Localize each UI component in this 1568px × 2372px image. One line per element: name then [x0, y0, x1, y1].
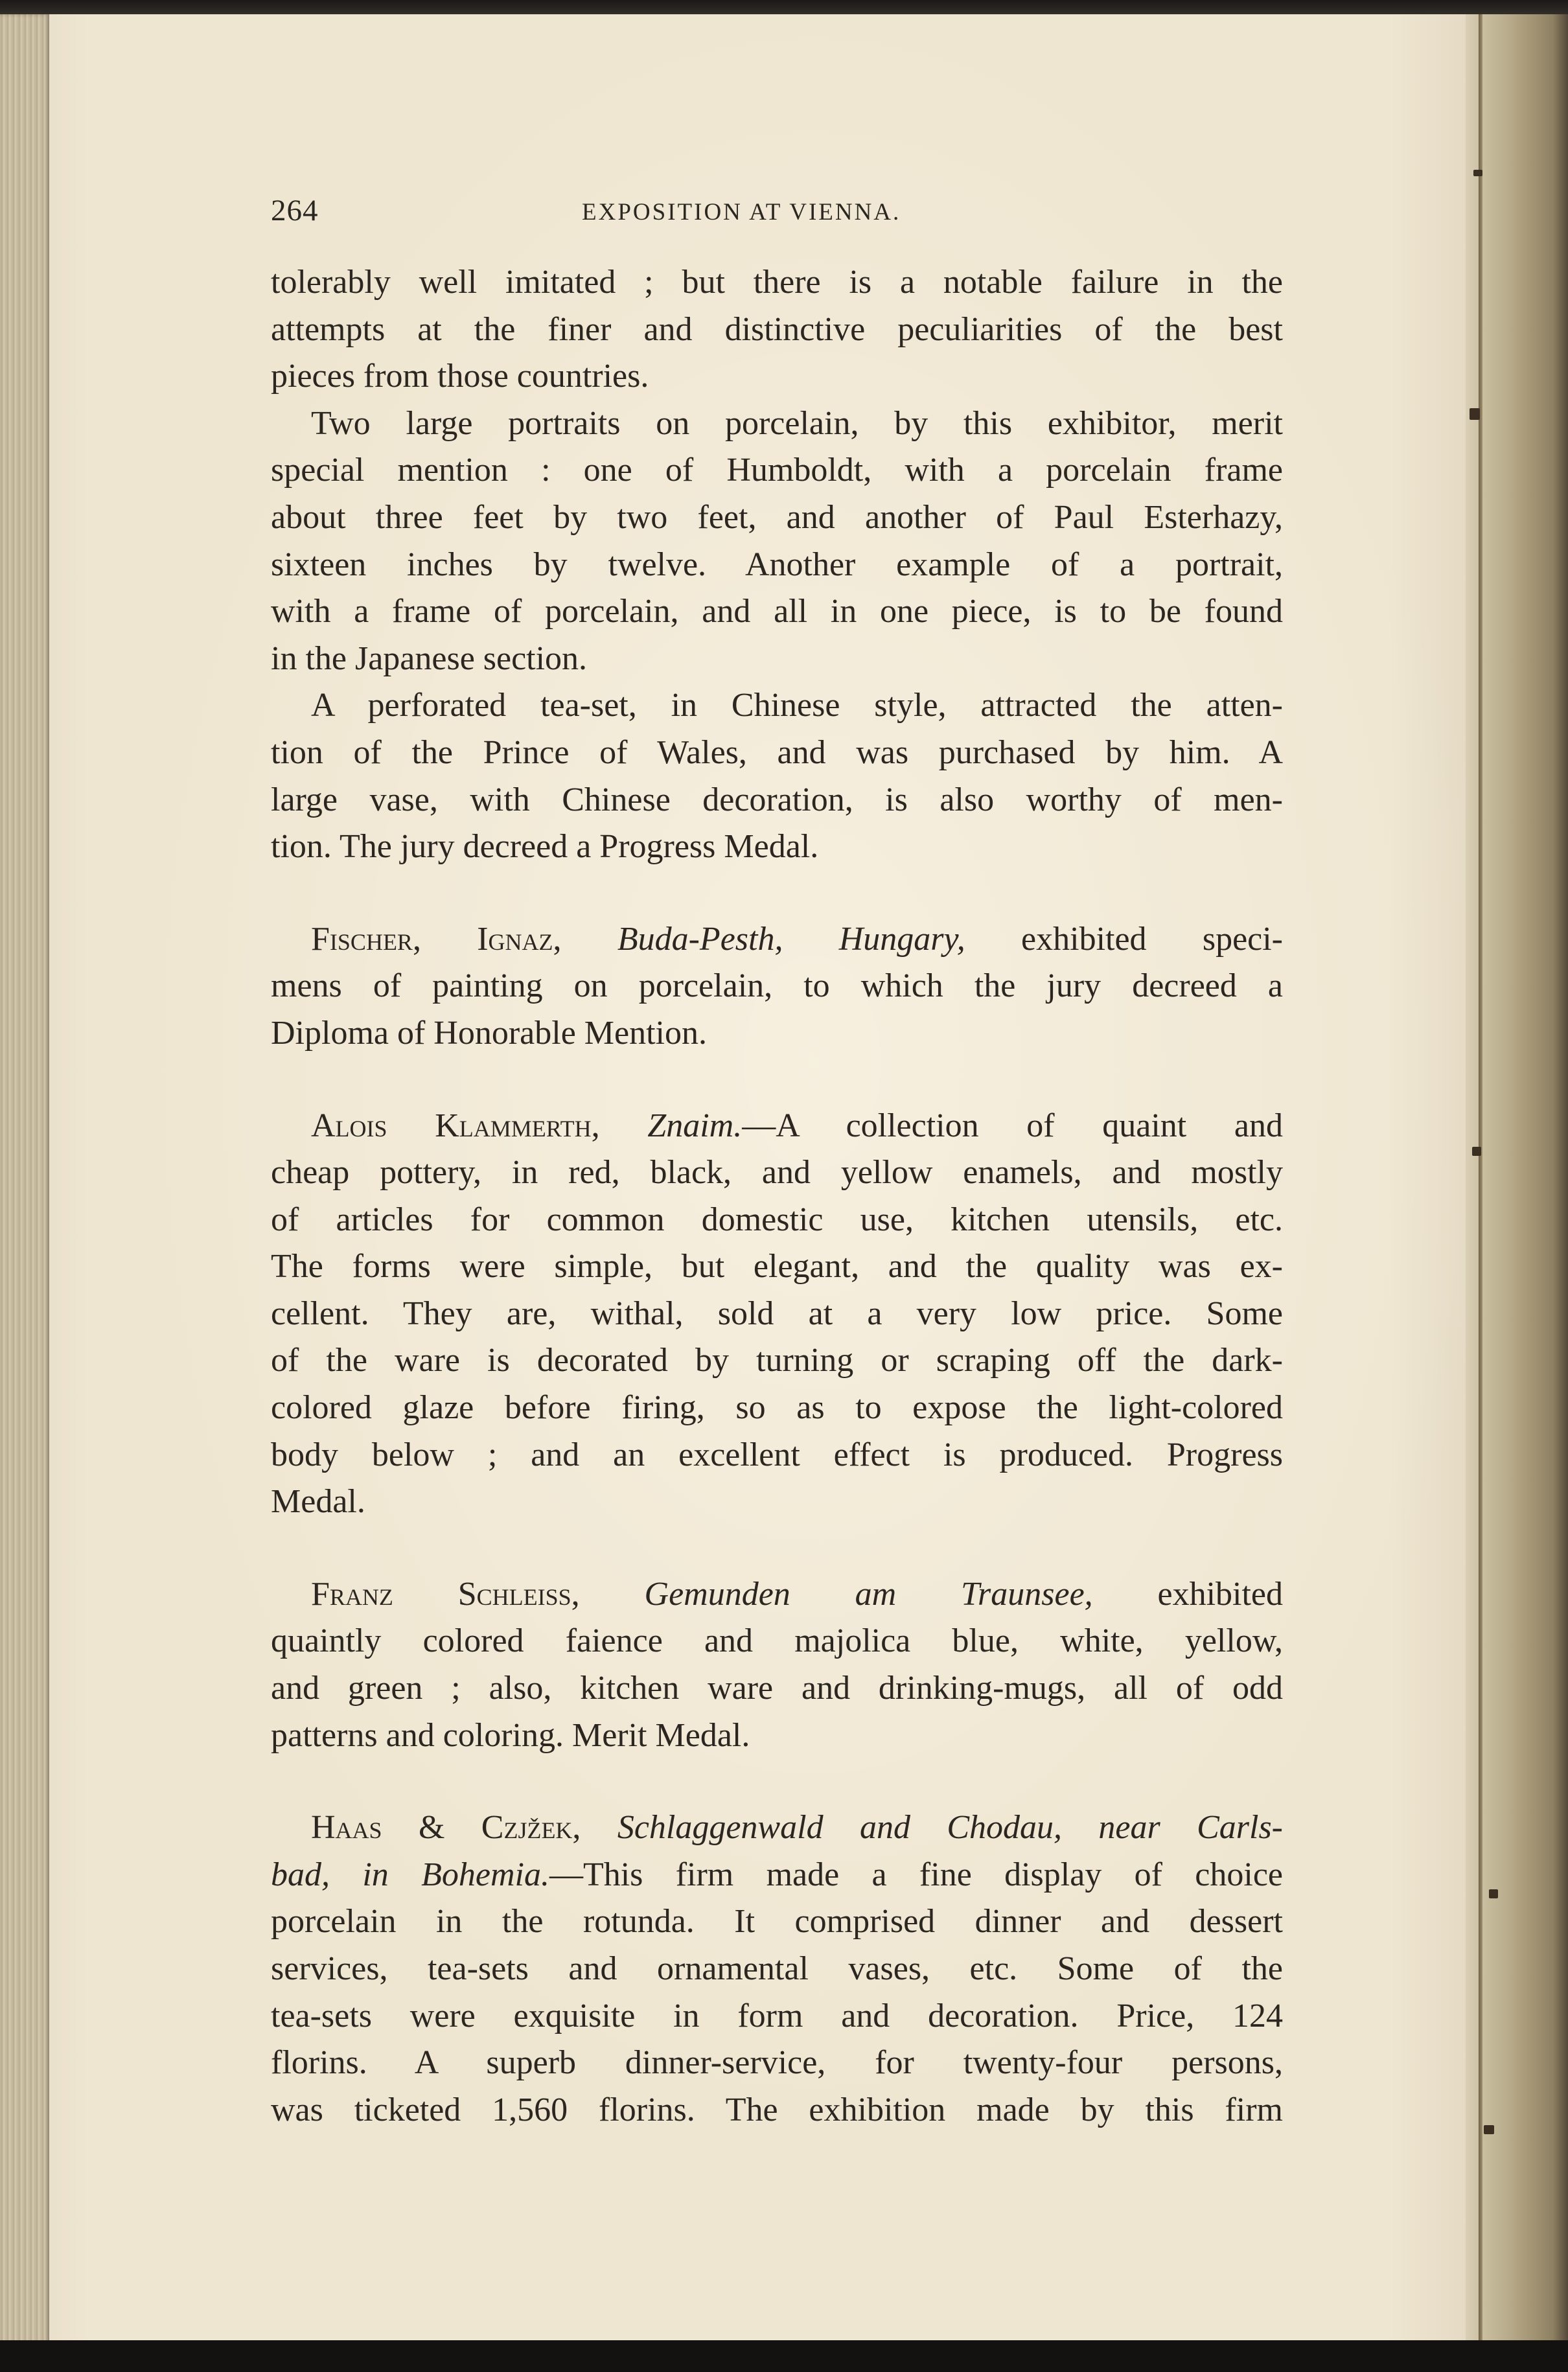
right-page-edge	[1466, 14, 1568, 2340]
text-line: sixteen inches by twelve. Another example of a portrait,	[271, 546, 1283, 583]
text-line: in the Japanese section.	[271, 639, 588, 677]
exhibitor-name: Haas & Czjžek,	[311, 1809, 581, 1847]
text-line: porcelain in the rotunda. It comprised dinner and dessert	[271, 1903, 1283, 1940]
text-line: with a frame of porcelain, and all in one piece, is to be found	[271, 593, 1283, 630]
entry-spacer	[271, 1057, 1283, 1103]
text-line: florins. A superb dinner-service, for twenty-four persons,	[271, 2044, 1283, 2082]
entry-spacer	[271, 871, 1283, 916]
entry-text: exhibited speci-	[1021, 920, 1284, 958]
page-tab-marker	[1470, 408, 1480, 420]
page-number: 264	[271, 194, 319, 227]
text-line: Diploma of Honorable Mention.	[271, 1014, 707, 1052]
exhibitor-name: Franz Schleiss,	[311, 1575, 580, 1613]
text-line: cellent. They are, withal, sold at a very low price. Some	[271, 1295, 1283, 1332]
text-line: special mention : one of Humboldt, with a porcelain frame	[271, 452, 1283, 489]
text-line: attempts at the finer and distinctive peculiarities of the best	[271, 310, 1283, 348]
entry-second-line	[271, 1852, 1283, 1899]
text-line: tion. The jury decreed a Progress Medal.	[271, 828, 819, 866]
text-line: body below ; and an excellent effect is produced. Progress	[271, 1436, 1283, 1473]
text-line: tion of the Prince of Wales, and was purchased by him. A	[271, 733, 1283, 771]
text-line: quaintly colored faience and majolica blue, white, yellow,	[271, 1622, 1283, 1660]
page-header	[271, 193, 1289, 232]
entry-first-line	[271, 1571, 1283, 1618]
text-line: was ticketed 1,560 florins. The exhibition made by this firm	[271, 2091, 1283, 2128]
text-line: A perforated tea-set, in Chinese style, attracted the atten-	[311, 687, 1283, 724]
entry-text: —This firm made a fine display of choice	[549, 1856, 1283, 1893]
exhibitor-place-cont: bad, in Bohemia.	[271, 1856, 549, 1893]
exhibitor-name: Alois Klammerth,	[311, 1107, 600, 1144]
text-line: pieces from those countries.	[271, 358, 649, 395]
bottom-edge	[0, 2340, 1568, 2372]
entry-text: exhibited	[1157, 1575, 1284, 1613]
text-line: Medal.	[271, 1483, 365, 1521]
text-line: colored glaze before firing, so as to expose the light-colored	[271, 1389, 1283, 1427]
text-line: cheap pottery, in red, black, and yellow enamels, and mostly	[271, 1154, 1283, 1192]
page-gutter	[0, 14, 49, 2344]
text-line: of the ware is decorated by turning or scraping off the dark-	[271, 1342, 1283, 1379]
exhibitor-place: Znaim.	[647, 1107, 743, 1144]
exhibitor-place: Gemunden am Traunsee,	[644, 1575, 1093, 1613]
entry-spacer	[271, 1759, 1283, 1804]
fold-line	[1479, 14, 1482, 2340]
text-line: and green ; also, kitchen ware and drinking-mugs, all of odd	[271, 1670, 1283, 1707]
page-tab-marker	[1484, 2125, 1494, 2134]
entry-first-line	[271, 1103, 1283, 1150]
text-line: mens of painting on porcelain, to which the jury decreed a	[271, 967, 1283, 1005]
text-line: patterns and coloring. Merit Medal.	[271, 1716, 750, 1754]
entry-first-line	[271, 916, 1283, 963]
text-line: The forms were simple, but elegant, and the quality was ex-	[271, 1248, 1283, 1285]
text-line: Two large portraits on porcelain, by this exhibitor, merit	[311, 404, 1283, 442]
text-line: tea-sets were exquisite in form and decoration. Price, 124	[271, 1997, 1283, 2034]
text-line: of articles for common domestic use, kitchen utensils, etc.	[271, 1201, 1283, 1238]
text-line: about three feet by two feet, and another of Paul Esterhazy,	[271, 498, 1283, 536]
exhibitor-place: Buda-Pesth, Hungary,	[617, 920, 965, 958]
text-line: services, tea-sets and ornamental vases, etc. Some of the	[271, 1950, 1283, 1987]
exhibitor-name: Fischer, Ignaz,	[311, 920, 562, 958]
exhibitor-place: Schlaggenwald and Chodau, near Carls-	[617, 1809, 1283, 1847]
body-text	[271, 259, 1283, 2134]
page-tab-marker	[1489, 1889, 1498, 1898]
page-tab-marker	[1472, 1147, 1481, 1156]
entry-text: —A collection of quaint and	[742, 1107, 1283, 1144]
entry-first-line	[271, 1804, 1283, 1852]
text-line: tolerably well imitated ; but there is a notable failure in the	[271, 264, 1283, 301]
text-line: large vase, with Chinese decoration, is also worthy of men-	[271, 781, 1283, 818]
running-head: EXPOSITION AT VIENNA.	[582, 199, 901, 225]
page-tab-marker	[1473, 170, 1482, 176]
entry-spacer	[271, 1526, 1283, 1571]
